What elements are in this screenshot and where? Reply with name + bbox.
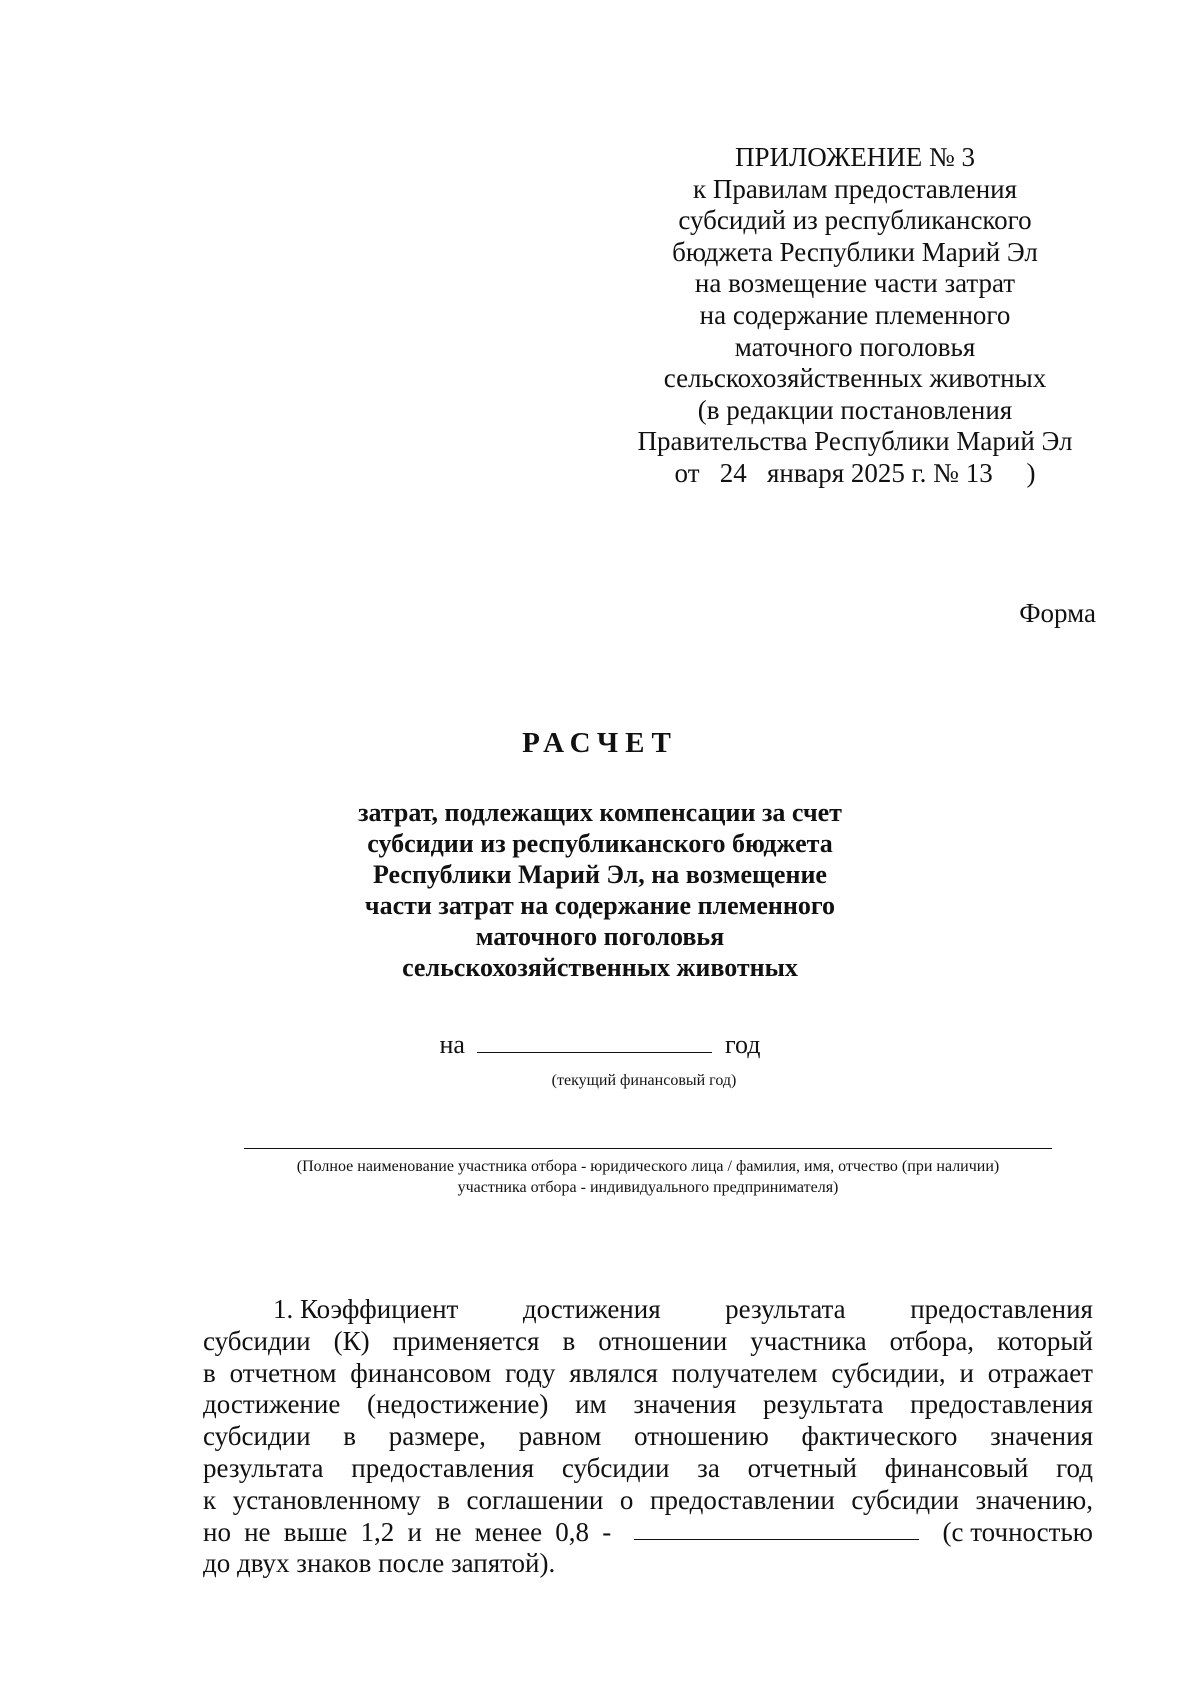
year-caption: (текущий финансовый год)	[551, 1072, 737, 1089]
year-blank-field[interactable]	[477, 1030, 712, 1053]
word: установленному	[232, 1484, 421, 1515]
paragraph-line	[203, 1548, 1093, 1580]
paragraph-line	[203, 1485, 1093, 1517]
word: менее	[474, 1516, 543, 1547]
coefficient-blank-field[interactable]	[634, 1517, 919, 1540]
word: получателем	[671, 1357, 818, 1388]
document-subtitle	[300, 797, 900, 983]
word: субсидии	[851, 1484, 959, 1515]
word: являлся	[569, 1357, 658, 1388]
appendix-line: сельскохозяйственных животных	[663, 363, 1047, 394]
subtitle-line: Республики Марий Эл, на возмещение	[373, 860, 827, 889]
word: предоставления	[910, 1294, 1093, 1324]
word: но	[203, 1516, 231, 1547]
word: 1. Коэффициент	[273, 1294, 459, 1324]
word: участника	[750, 1325, 867, 1356]
participant-caption	[244, 1156, 1052, 1198]
word: и	[959, 1357, 974, 1388]
appendix-line: от 24 января 2025 г. № 13 )	[674, 457, 1036, 488]
word: достижения	[522, 1294, 661, 1324]
word: значения	[990, 1421, 1093, 1452]
word: (К)	[333, 1325, 370, 1356]
word: достижение	[203, 1389, 341, 1420]
subtitle-line: субсидии из республиканского бюджета	[367, 829, 833, 858]
word: выше	[283, 1516, 348, 1547]
subtitle-line: маточного поголовья	[475, 922, 725, 951]
word: отчетный	[747, 1452, 857, 1483]
participant-caption-line: (Полное наименование участника отбора - юридического лица / фамилия, имя, отчество (при наличии)	[296, 1158, 1000, 1175]
paragraph-line	[203, 1326, 1093, 1358]
year-suffix: год	[724, 1030, 761, 1059]
word: 1,2	[360, 1516, 395, 1547]
word: в	[203, 1357, 216, 1388]
appendix-line: Правительства Республики Марий Эл	[637, 426, 1073, 457]
word: до двух знаков после запятой).	[203, 1548, 556, 1579]
subtitle-line: затрат, подлежащих компенсации за счет	[358, 798, 842, 827]
paragraph-line	[203, 1358, 1093, 1390]
word: (недостижение)	[367, 1389, 549, 1420]
year-row	[0, 1030, 1200, 1060]
appendix-line: бюджета Республики Марий Эл	[672, 236, 1038, 267]
word: -	[602, 1516, 612, 1547]
word: субсидии	[561, 1452, 670, 1483]
word: субсидии	[203, 1421, 311, 1452]
word: отношению	[634, 1421, 769, 1452]
word: предоставления	[910, 1389, 1093, 1420]
appendix-line: субсидий из республиканского	[678, 205, 1032, 236]
word: в	[437, 1484, 450, 1515]
appendix-line: к Правилам предоставления	[692, 173, 1018, 204]
word: отбора,	[889, 1325, 975, 1356]
word: результата	[762, 1389, 884, 1420]
word: в	[562, 1325, 576, 1356]
word: финансовом	[350, 1357, 492, 1388]
word: соглашении	[466, 1484, 604, 1515]
year-prefix: на	[439, 1030, 465, 1059]
word: не	[435, 1516, 462, 1547]
word: предоставлении	[650, 1484, 835, 1515]
paragraph-1	[203, 1294, 1093, 1580]
word: значению,	[975, 1484, 1093, 1515]
word: размере,	[388, 1421, 486, 1452]
word: в	[343, 1421, 357, 1452]
word: отражает	[987, 1357, 1093, 1388]
appendix-line: (в редакции постановления	[697, 394, 1013, 425]
word: применяется	[392, 1325, 540, 1356]
word: году	[505, 1357, 556, 1388]
word: к	[203, 1484, 217, 1515]
word: предоставления	[351, 1452, 535, 1483]
appendix-line: маточного поголовья	[734, 331, 976, 362]
word: отношении	[598, 1325, 728, 1356]
document-title: РАСЧЕТ	[522, 727, 678, 759]
appendix-line: на содержание племенного	[699, 299, 1011, 330]
paragraph-line	[203, 1517, 1093, 1549]
word: который	[997, 1325, 1093, 1356]
word: за	[697, 1452, 720, 1483]
paragraph-line	[203, 1294, 1093, 1326]
word: результата	[203, 1452, 324, 1483]
word: отчетном	[229, 1357, 337, 1388]
word: фактического	[801, 1421, 958, 1452]
word: (с точностью	[942, 1516, 1093, 1547]
word: о	[619, 1484, 634, 1515]
word: 0,8	[555, 1516, 590, 1547]
word: равном	[518, 1421, 602, 1452]
word: значения	[633, 1389, 737, 1420]
appendix-header	[620, 142, 1090, 490]
word: субсидии	[203, 1325, 311, 1356]
subtitle-line: части затрат на содержание племенного	[364, 891, 836, 920]
word: результата	[725, 1294, 846, 1324]
word: год	[1056, 1452, 1093, 1483]
paragraph-line	[203, 1389, 1093, 1421]
paragraph-line	[203, 1453, 1093, 1485]
word: им	[575, 1389, 607, 1420]
word: финансовый	[884, 1452, 1029, 1483]
appendix-line: на возмещение части затрат	[694, 268, 1016, 299]
appendix-line: ПРИЛОЖЕНИЕ № 3	[734, 142, 976, 172]
subtitle-line: сельскохозяйственных животных	[402, 953, 798, 982]
paragraph-line	[203, 1421, 1093, 1453]
word: не	[244, 1516, 271, 1547]
word: субсидии,	[831, 1357, 946, 1388]
word: и	[407, 1516, 422, 1547]
participant-caption-line: участника отбора - индивидуального предпринимателя)	[457, 1179, 839, 1196]
form-label: Форма	[1019, 598, 1096, 628]
participant-name-field[interactable]	[244, 1148, 1052, 1149]
